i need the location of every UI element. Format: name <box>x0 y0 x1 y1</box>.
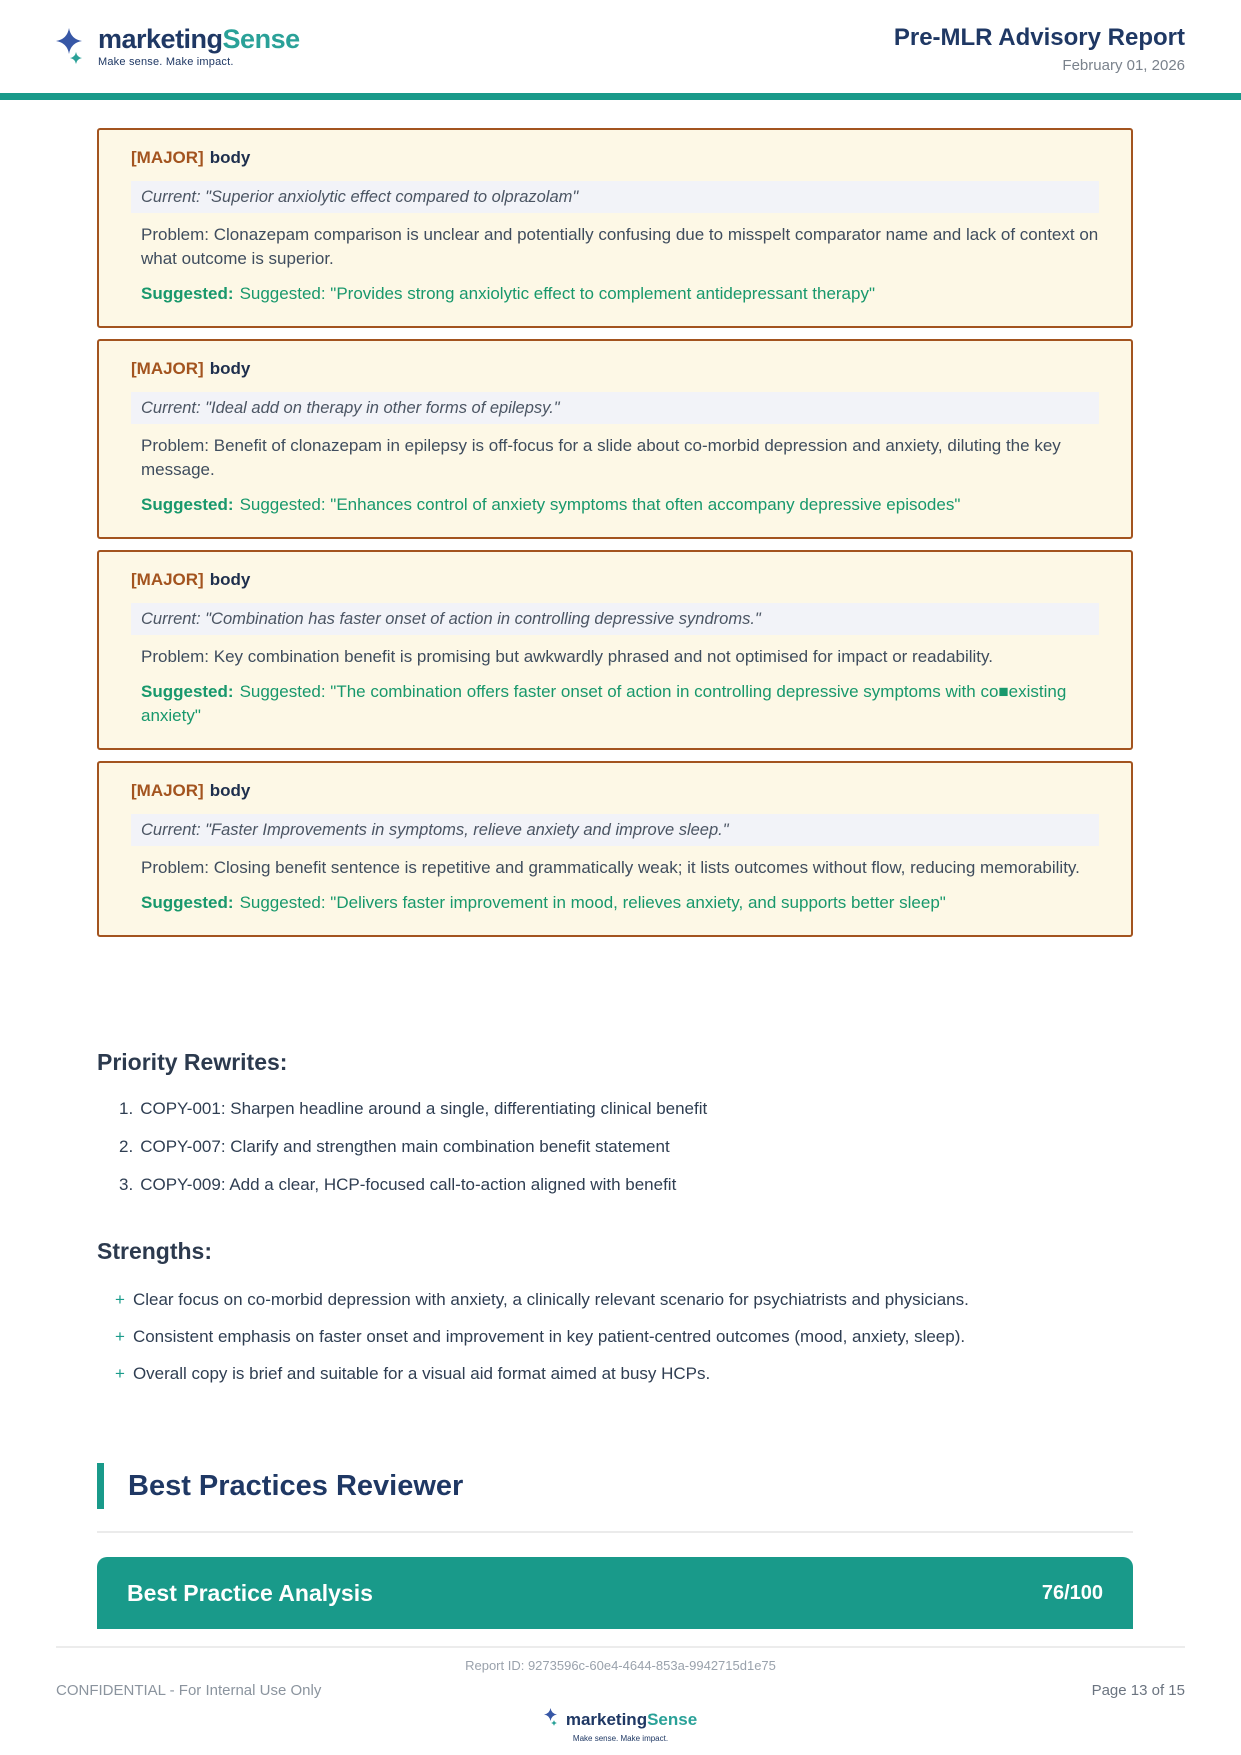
page-header <box>0 0 1241 93</box>
list-item <box>115 1363 1133 1385</box>
confidential-label: CONFIDENTIAL - For Internal Use Only <box>56 1682 322 1699</box>
list-item <box>119 1174 1133 1196</box>
sparkle-icon <box>544 1707 561 1732</box>
brand-name <box>566 1710 697 1730</box>
page-number: Page 13 of 15 <box>1091 1682 1185 1699</box>
footer-divider <box>56 1646 1185 1648</box>
suggested-label: Suggested: <box>141 682 234 701</box>
brand-name-primary: marketing <box>98 24 223 54</box>
brand-logo <box>56 26 300 71</box>
suggested-label: Suggested: <box>141 495 234 514</box>
finding-suggested <box>141 680 1099 728</box>
item-text: COPY-001: Sharpen headline around a single, differentiating clinical benefit <box>140 1099 708 1118</box>
header-title-block <box>894 24 1185 74</box>
brand-name-primary: marketing <box>565 1709 648 1729</box>
finding-suggested <box>141 891 1099 915</box>
item-text: COPY-007: Clarify and strengthen main combination benefit statement <box>140 1137 670 1156</box>
header-accent-rule <box>0 93 1241 100</box>
severity-badge: [MAJOR] <box>131 781 204 800</box>
brand-tagline: Make sense. Make impact. <box>98 56 234 68</box>
finding-header <box>131 781 1099 801</box>
item-number: 3. <box>119 1175 134 1194</box>
finding-card <box>97 550 1133 750</box>
severity-badge: [MAJOR] <box>131 359 204 378</box>
item-text: COPY-009: Add a clear, HCP-focused call-to-action aligned with benefit <box>140 1175 677 1194</box>
suggested-text: Suggested: "Provides strong anxiolytic effect to complement antidepressant therapy" <box>239 284 876 303</box>
plus-bullet: + <box>115 1290 125 1309</box>
report-date: February 01, 2026 <box>1062 56 1185 74</box>
item-text: Consistent emphasis on faster onset and improvement in key patient-centred outcomes (mood, anxiety, sleep). <box>132 1327 966 1346</box>
footer-brand-logo <box>0 1707 1241 1743</box>
finding-current: Current: "Combination has faster onset of action in controlling depressive syndroms." <box>131 603 1099 635</box>
finding-element: body <box>209 570 251 589</box>
brand-name <box>98 24 300 54</box>
report-body <box>0 100 1133 1629</box>
brand-name-secondary: Sense <box>647 1709 698 1729</box>
item-text: Clear focus on co-morbid depression with anxiety, a clinically relevant scenario for psychiatrists and physicians. <box>132 1290 969 1309</box>
plus-bullet: + <box>115 1364 125 1383</box>
finding-element: body <box>209 359 251 378</box>
brand-text <box>98 26 300 68</box>
strengths-list <box>115 1289 1133 1385</box>
brand-name-secondary: Sense <box>222 24 300 54</box>
suggested-text: Suggested: "Delivers faster improvement in mood, relieves anxiety, and supports better sleep" <box>239 893 946 912</box>
finding-card <box>97 339 1133 539</box>
section-divider <box>97 1531 1133 1533</box>
finding-problem: Problem: Benefit of clonazepam in epilepsy is off-focus for a slide about co-morbid depression and anxiety, diluting the key message. <box>141 436 1061 479</box>
list-item <box>119 1098 1133 1120</box>
strengths-title: Strengths: <box>97 1238 212 1264</box>
plus-bullet: + <box>115 1327 125 1346</box>
finding-suggested <box>141 282 1099 306</box>
finding-header <box>131 148 1099 168</box>
finding-element: body <box>209 148 251 167</box>
severity-badge: [MAJOR] <box>131 148 204 167</box>
best-practices-section-heading <box>97 1463 1133 1509</box>
panel-title: Best Practice Analysis <box>127 1579 373 1606</box>
severity-badge: [MAJOR] <box>131 570 204 589</box>
suggested-label: Suggested: <box>141 893 234 912</box>
list-item <box>115 1289 1133 1311</box>
finding-element: body <box>209 781 251 800</box>
finding-card <box>97 761 1133 937</box>
finding-header <box>131 570 1099 590</box>
priority-rewrites-list <box>119 1098 1133 1196</box>
section-accent-bar <box>97 1463 104 1509</box>
finding-problem: Problem: Clonazepam comparison is unclear and potentially confusing due to misspelt comparator name and lack of context on what outcome is superior. <box>141 225 1099 268</box>
footer-row <box>0 1682 1241 1699</box>
finding-problem: Problem: Closing benefit sentence is repetitive and grammatically weak; it lists outcomes without flow, reducing memorability. <box>141 858 1080 877</box>
report-title: Pre-MLR Advisory Report <box>893 23 1185 51</box>
score-badge: 76/100 <box>1041 1581 1103 1604</box>
finding-suggested <box>141 493 1099 517</box>
list-item <box>115 1326 1133 1348</box>
item-number: 1. <box>119 1099 134 1118</box>
item-text: Overall copy is brief and suitable for a visual aid format aimed at busy HCPs. <box>132 1364 711 1383</box>
list-item <box>119 1136 1133 1158</box>
page-footer <box>0 1646 1241 1755</box>
best-practice-analysis-panel <box>97 1557 1133 1629</box>
suggested-label: Suggested: <box>141 284 234 303</box>
priority-rewrites-title: Priority Rewrites: <box>97 1049 288 1075</box>
priority-rewrites-section <box>97 1049 1133 1196</box>
suggested-text: Suggested: "The combination offers faster onset of action in controlling depressive symptoms with co■existing anxiety" <box>141 682 1067 725</box>
item-number: 2. <box>119 1137 134 1156</box>
finding-current: Current: "Faster Improvements in symptoms, relieve anxiety and improve sleep." <box>131 814 1099 846</box>
brand-tagline: Make sense. Make impact. <box>572 1734 669 1743</box>
finding-current: Current: "Ideal add on therapy in other forms of epilepsy." <box>131 392 1099 424</box>
strengths-section <box>97 1238 1133 1385</box>
finding-header <box>131 359 1099 379</box>
finding-problem: Problem: Key combination benefit is promising but awkwardly phrased and not optimised for impact or readability. <box>141 647 993 666</box>
best-practices-title: Best Practices Reviewer <box>128 1469 464 1502</box>
finding-card <box>97 128 1133 328</box>
finding-current: Current: "Superior anxiolytic effect compared to olprazolam" <box>131 181 1099 213</box>
report-id: Report ID: 9273596c-60e4-4644-853a-9942715d1e75 <box>465 1658 776 1673</box>
sparkle-icon <box>56 26 90 71</box>
suggested-text: Suggested: "Enhances control of anxiety symptoms that often accompany depressive episodes" <box>239 495 961 514</box>
